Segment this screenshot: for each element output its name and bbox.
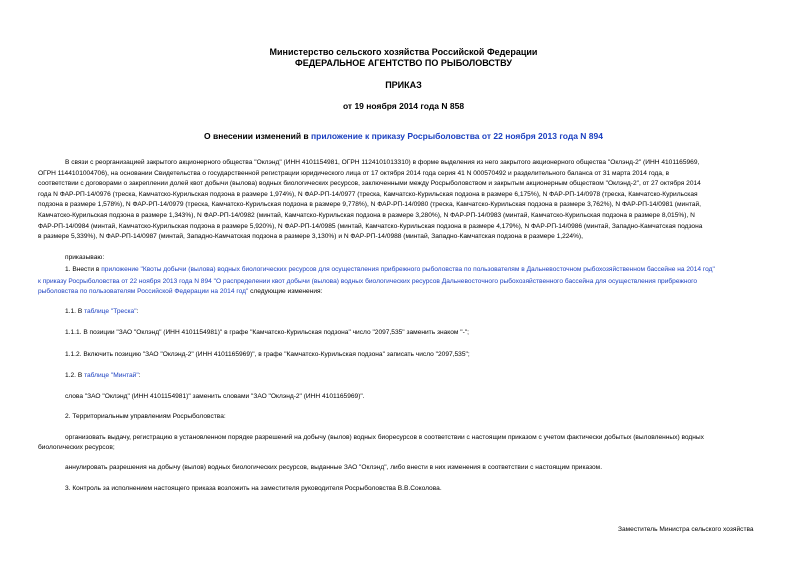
doc-subject [0,131,807,141]
item-1-1-2: 1.1.2. Включить позицию "ЗАО "Оклэнд-2" (ИНН 4101165969)", в графе "Камчатско-Курильская подзона" записать число "2097,535"; [65,351,470,358]
item-1-2-text: слова "ЗАО "Оклэнд" (ИНН 4101154981)" заменить словами "ЗАО "Оклэнд-2" (ИНН 4101165969)". [65,393,365,400]
cod-table-link[interactable]: таблице "Треска" [84,308,137,315]
preamble-line: В связи с реорганизацией закрытого акционерного общества "Оклэнд" (ИНН 4101154981, ОГРН 1124101013310) в форме выделения из него закрытого акционерного общества "Оклэнд-2" (ИНН 4101165969, [65,159,700,166]
doc-date-number: от 19 ноября 2014 года N 858 [342,101,465,111]
agency-title: ФЕДЕРАЛЬНОЕ АГЕНТСТВО ПО РЫБОЛОВСТВУ [295,58,512,68]
preamble-line: соответствии с договорами о закреплении долей квот добычи (вылова) водных биологических ресурсов, заключенными между Росрыболовством и закрытым акционерным обществом "Оклэнд-2", от 27 октября 2014 [38,180,701,188]
item-1-line [65,265,778,275]
preamble-line: в размере 5,339%), N ФАР-РП-14/0987 (минтай, Западно-Камчатская подзона в размере 3,130%) и N ФАР-РП-14/0988 (минтай, Западно-Камчатская подзона в размере 1,224%), [38,233,583,241]
item-1-prefix: 1. Внести в [65,266,102,273]
pollock-table-link[interactable]: таблице "Минтай" [84,372,139,379]
preamble-line: года N ФАР-РП-14/0976 (треска, Камчатско-Курильская подзона в размере 1,974%), N ФАР-РП-14/0977 (треска, Камчатско-Курильская подзона в размере 6,175%), N ФАР-РП-14/0978 (треска, Камчатско-Курильская [38,190,698,198]
signature-title: Заместитель Министра сельского хозяйства [618,526,754,533]
item-2: 2. Территориальным управлениям Росрыболовства: [65,413,226,420]
item-1-2-suffix: : [138,372,141,379]
item-1-1-prefix: 1.1. В [65,308,85,315]
item-1-suffix: следующие изменения: [248,288,323,295]
item-1-link[interactable]: приложение "Квоты добычи (вылова) водных биологических ресурсов для осуществления прибрежного рыболовства по пользователям в Дальневосточном рыбохозяйственном бассейне на 2014 год" [101,266,715,273]
item-2-a-line: биологических ресурсов; [38,444,115,451]
preamble-line: подзона в размере 1,578%), N ФАР-РП-14/0979 (треска, Камчатско-Курильская подзона в размере 9,778%), N ФАР-РП-14/0980 (треска, Камчатско-Курильская подзона в размере 3,762%), N ФАР-РП-14/0981 (минтай, [38,201,701,209]
subject-link[interactable]: приложение к приказу Росрыболовства от 22 ноября 2013 года N 894 [311,131,603,141]
item-2-b: аннулировать разрешения на добычу (вылов) водных биологических ресурсов, выданные ЗАО "Оклэнд", либо внести в них изменения в соответствии с настоящим приказом. [65,464,603,471]
ministry-title: Министерство сельского хозяйства Российской Федерации [269,47,538,57]
preamble-line: ФАР-РП-14/0984 (минтай, Камчатско-Курильская подзона в размере 5,920%), N ФАР-РП-14/0985 (минтай, Камчатско-Курильская подзона в размере 4,179%), N ФАР-РП-14/0986 (минтай, Западно-Камчатская подзона [38,222,703,230]
item-3: 3. Контроль за исполнением настоящего приказа возложить на заместителя руководителя Росрыболовства В.В.Соколова. [65,485,442,492]
item-1-line [38,287,778,297]
item-1-link[interactable]: к приказу Росрыболовства от 22 ноября 2013 года N 894 "О распределении квот добычи (вылова) водных биологических ресурсов Дальневосточного рыбохозяйственного бассейна для осуществления прибрежного [38,278,698,285]
item-1-1 [65,307,805,317]
item-1-link[interactable]: рыболовства по пользователям Российской Федерации на 2014 год" [38,288,249,295]
item-1-2-prefix: 1.2. В [65,372,85,379]
item-2-a-line: организовать выдачу, регистрацию в установленном порядке разрешений на добычу (вылов) водных биоресурсов в соответствии с настоящим приказом с учетом фактически добытых (выловленных) водных [65,434,704,441]
subject-prefix: О внесении изменений в [204,131,311,141]
preamble-line: ОГРН 1144101004706), на основании Свидетельства о государственной регистрации юридического лица от 17 октября 2014 года серия 41 N 000570492 и разделительного баланса от 31 марта 2014 года, в [38,169,670,177]
doc-type: ПРИКАЗ [385,80,422,90]
item-1-2 [65,371,805,381]
item-1-1-suffix: : [136,308,139,315]
item-1-line [38,277,778,287]
preamble-line: Камчатско-Курильская подзона в размере 1,343%), N ФАР-РП-14/0982 (минтай, Камчатско-Курильская подзона в размере 3,280%), N ФАР-РП-14/0983 (минтай, Камчатско-Курильская подзона в размере 8,015%), N [38,212,695,219]
order-word: приказываю: [65,254,105,261]
item-1-1-1: 1.1.1. В позиции "ЗАО "Оклэнд" (ИНН 4101154981)" в графе "Камчатско-Курильская подзона" число "2097,535" заменить знаком "-"; [65,329,470,336]
